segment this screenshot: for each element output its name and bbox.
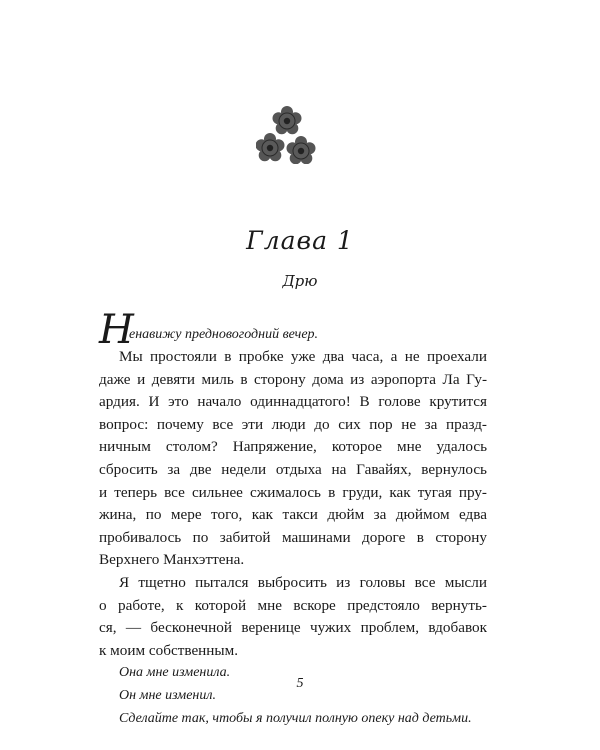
drop-cap: Н (99, 307, 134, 353)
italic-quotes (99, 662, 487, 730)
opening-line (99, 307, 487, 353)
chapter-title: Глава 1 (246, 226, 354, 255)
text-line: Я тщетно пытался выбросить из головы все мысли (119, 573, 487, 591)
text-line: ардия. И это начало одиннадцатого! В голове крутится (99, 393, 487, 411)
text-line: даже и девяти миль в сторону дома из аэропорта Ла Гу- (99, 370, 487, 388)
body-text (99, 307, 487, 730)
text-line: к моим собственным. (99, 641, 239, 659)
text-line: Верхнего Манхэттена. (99, 551, 245, 569)
text-line: пробивалось по забитой машинами дороге в сторону (99, 528, 487, 546)
chapter-subtitle: Дрю (282, 272, 318, 290)
opening-text: енавижу предновогодний вечер. (129, 327, 319, 342)
italic-line: Сделайте так, чтобы я получил полную опеку над детьми. (119, 710, 472, 726)
paragraph-1 (99, 346, 487, 572)
text-line: и теперь все сильнее сжималось в груди, как тугая пру- (99, 483, 487, 501)
text-line: вопрос: почему все эти люди до сих пор не за празд- (99, 415, 487, 433)
text-line: сбросить за две недели отдыха на Гавайях, вернулось (99, 460, 487, 478)
italic-line: Он мне изменил. (119, 687, 216, 703)
text-line: жина, по мере того, как такси дюйм за дюймом едва (99, 506, 487, 524)
page-number: 5 (296, 676, 304, 691)
italic-line: Она мне изменила. (119, 665, 231, 681)
text-line: ся, — бесконечной веренице чужих проблем, вдобавок (99, 619, 487, 637)
text-line: о работе, к которой мне вскоре предстояло вернуть- (99, 596, 487, 614)
text-line: ничным столом? Напряжение, которое мне удалось (99, 438, 487, 456)
paragraph-2 (99, 572, 487, 662)
text-line: Мы простояли в пробке уже два часа, а не проехали (119, 348, 487, 365)
three-flowers-icon (256, 104, 318, 164)
